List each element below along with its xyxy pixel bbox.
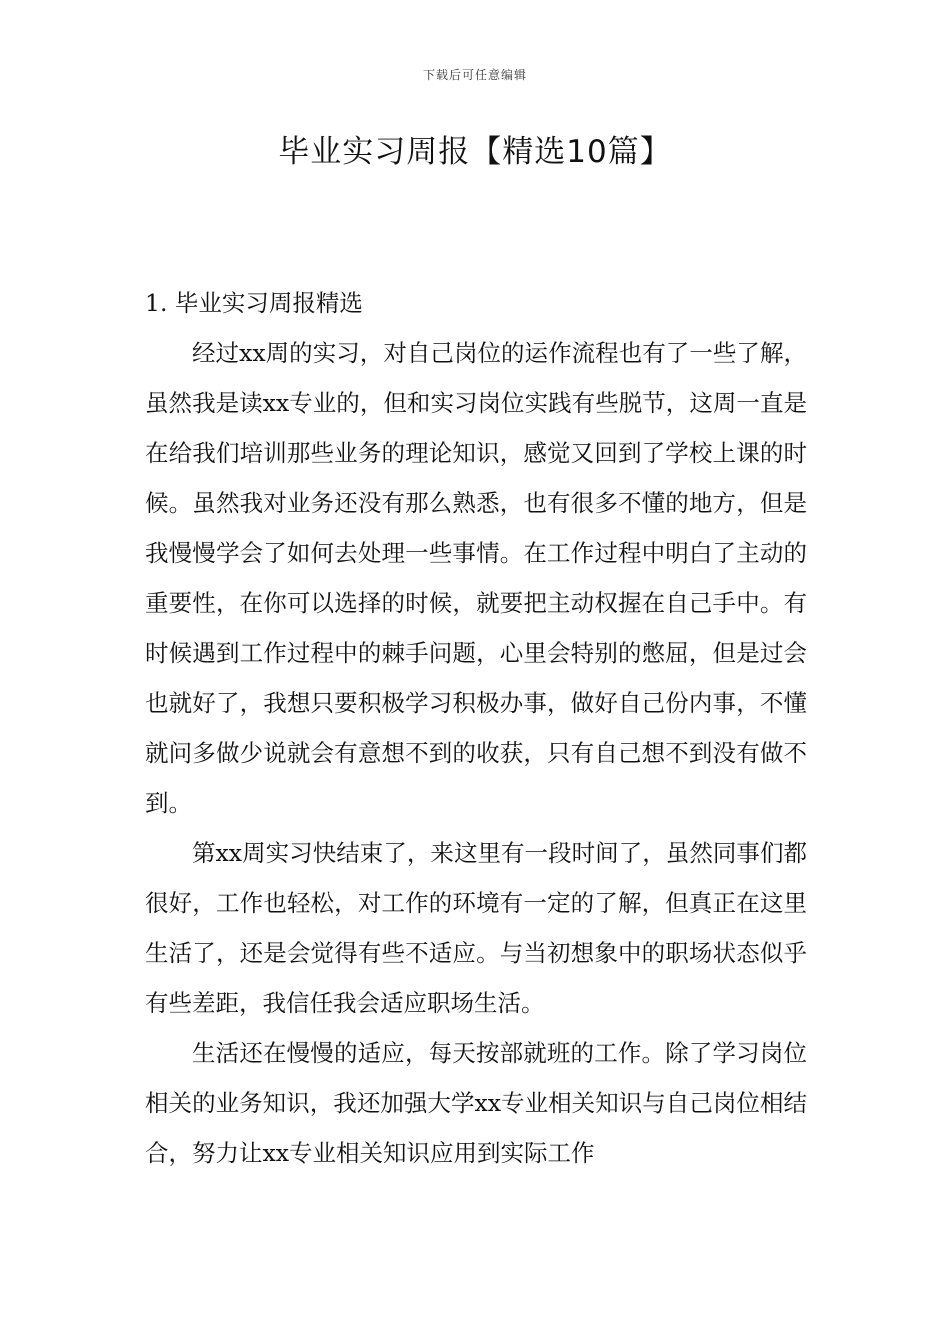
document-title: 毕业实习周报【精选10篇】 xyxy=(278,134,672,170)
header-note: 下载后可任意编辑 xyxy=(422,68,527,82)
paragraph-2: 第xx周实习快结束了，来这里有一段时间了，虽然同事们都很好，工作也轻松，对工作的环境有一定的了解，但真正在这里生活了，还是会觉得有些不适应。与当初想象中的职场状态似乎有些差距，我信任我会适应职场生活。 xyxy=(145,839,807,1017)
paragraph-3: 生活还在慢慢的适应，每天按部就班的工作。除了学习岗位相关的业务知识，我还加强大学xx专业相关知识与自己岗位相结合，努力让xx专业相关知识应用到实际工作 xyxy=(145,1039,807,1167)
paragraph-1: 经过xx周的实习，对自己岗位的运作流程也有了一些了解，虽然我是读xx专业的，但和实习岗位实践有些脱节，这周一直是在给我们培训那些业务的理论知识，感觉又回到了学校上课的时候。虽然我对业务还没有那么熟悉，也有很多不懂的地方，但是我慢慢学会了如何去处理一些事情。在工作过程中明白了主动的重要性，在你可以选择的时候，就要把主动权握在自己手中。有时候遇到工作过程中的棘手问题，心里会特别的憋屈，但是过会也就好了，我想只要积极学习积极办事，做好自己份内事，不懂就问多做少说就会有意想不到的收获，只有自己想不到没有做不到。 xyxy=(145,339,807,817)
section-heading: 1. 毕业实习周报精选 xyxy=(145,289,363,317)
document-body xyxy=(145,278,807,1178)
